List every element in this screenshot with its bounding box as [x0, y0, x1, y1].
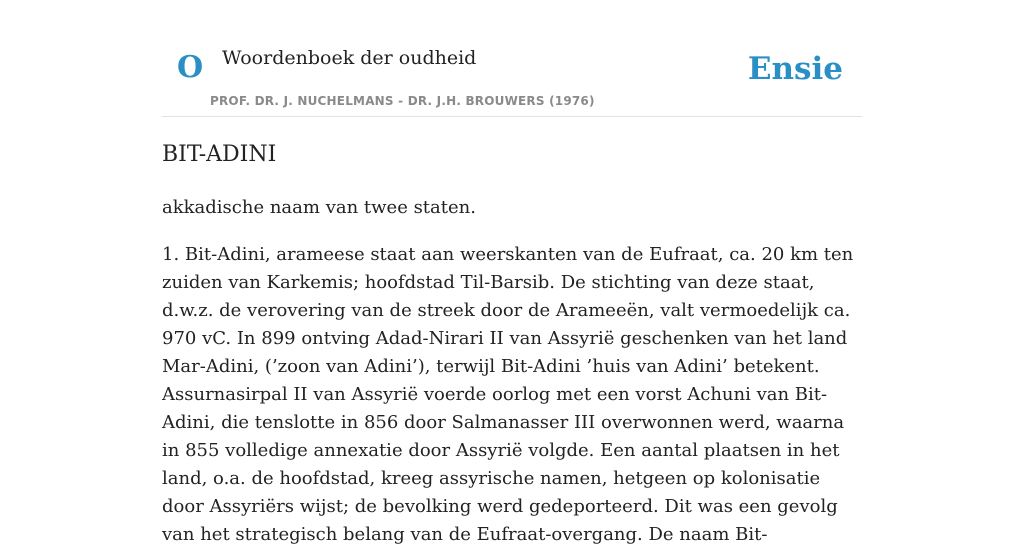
- letter-index-link[interactable]: O: [177, 50, 204, 85]
- article-paragraph-1: 1. Bit-Adini, arameese staat aan weerskanten van de Eufraat, ca. 20 km ten zuiden van Karkemis; hoofdstad Til-Barsib. De stichting van deze staat, d.w.z. de verovering van de streek door de Arameeën, valt vermoedelijk ca. 970 vC. In 899 ontving Adad-Nirari II van Assyrië geschenken van het land Mar-Adini, (’zoon van Adini’), terwijl Bit-Adini ’huis van Adini’ betekent. Assurnasirpal II van Assyrië voerde oorlog met een vorst Achuni van Bit-Adini, die tenslotte in 856 door Salmanasser III overwonnen werd, waarna in 855 volledige annexatie door Assyrië volgde. Een aantal plaatsen in het land, o.a. de hoofdstad, kreeg assyrische namen, hetgeen op kolonisatie door Assyriërs wijst; de bevolking werd gedeporteerd. Dit was een gevolg van het strategisch belang van de Eufraat-overgang. De naam Bit-: [162, 244, 854, 545]
- dictionary-header: [162, 0, 862, 117]
- article-headword: BIT-ADINI: [162, 142, 277, 167]
- book-title-link[interactable]: Woordenboek der oudheid: [222, 47, 477, 69]
- article-definition: akkadische naam van twee staten.: [162, 197, 476, 218]
- article-content: [162, 138, 862, 549]
- book-authors: PROF. DR. J. NUCHELMANS - DR. J.H. BROUWERS (1976): [210, 94, 595, 108]
- ensie-logo-link[interactable]: Ensie: [747, 51, 843, 87]
